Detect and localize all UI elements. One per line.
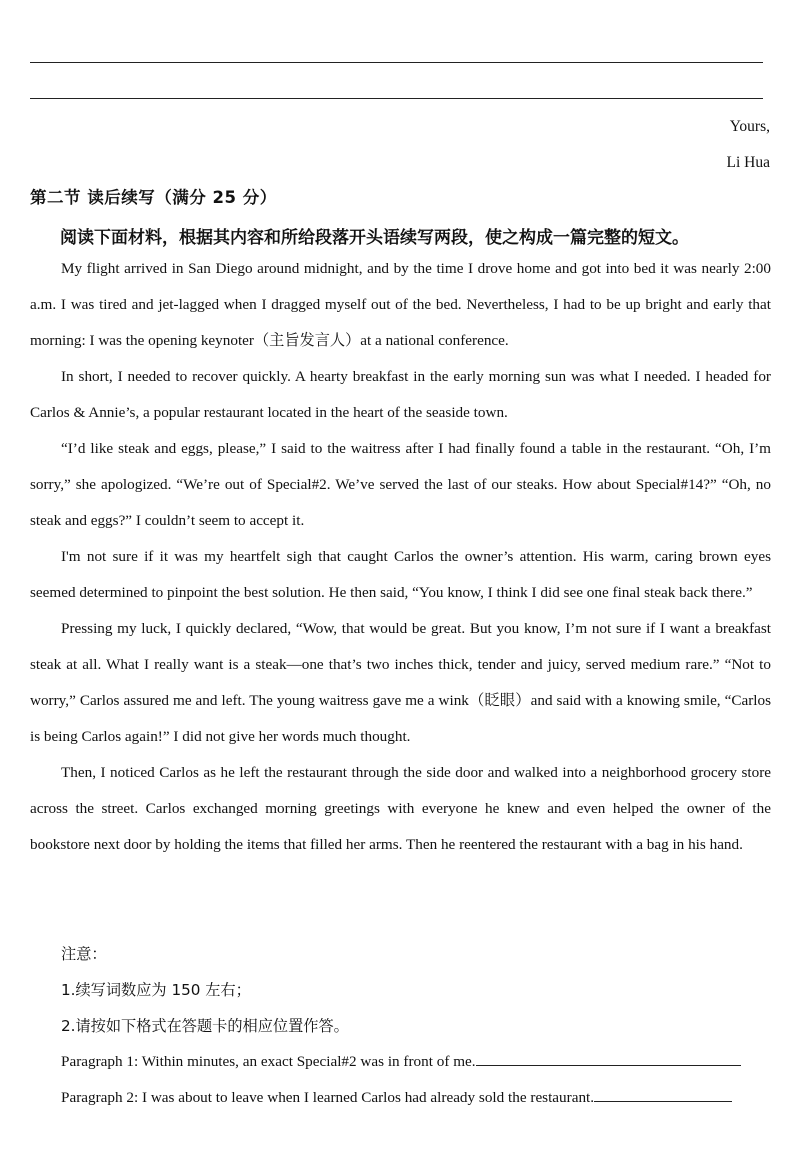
paragraph-1-prompt-row	[61, 1044, 781, 1080]
paragraph-2-prompt-row	[61, 1080, 781, 1116]
passage-paragraph-1: My flight arrived in San Diego around midnight, and by the time I drove home and got into bed it was nearly 2:00 a.m. I was tired and jet-lagged when I dragged myself out of the bed. Nevertheless, I had to be up bright and early that morning: I was the opening keynoter（主旨发言人）at a national conference.	[30, 260, 771, 349]
paragraph-2-prompt: Paragraph 2: I was about to leave when I learned Carlos had already sold the restaurant.	[61, 1089, 595, 1106]
section-instruction: 阅读下面材料，根据其内容和所给段落开头语续写两段，使之构成一篇完整的短文。	[60, 228, 689, 248]
reading-passage	[30, 251, 771, 863]
paragraph-1-answer-blank[interactable]	[476, 1051, 741, 1066]
section-title: 第二节 读后续写（满分 25 分）	[30, 188, 277, 207]
paragraph-2-answer-blank[interactable]	[594, 1087, 732, 1102]
letter-closing: Yours,	[729, 118, 770, 135]
paragraph-1-prompt: Paragraph 1: Within minutes, an exact Special#2 was in front of me.	[61, 1053, 476, 1070]
answer-line-2	[30, 98, 763, 99]
passage-paragraph-2: In short, I needed to recover quickly. A hearty breakfast in the early morning sun was what I needed. I headed for Carlos & Annie’s, a popular restaurant located in the heart of the seaside town.	[30, 368, 771, 421]
passage-paragraph-3: “I’d like steak and eggs, please,” I said to the waitress after I had finally found a table in the restaurant. “Oh, I’m sorry,” she apologized. “We’re out of Special#2. We’ve served the last of our steaks. How about Special#14?” “Oh, no steak and eggs?” I couldn’t seem to accept it.	[30, 440, 771, 529]
passage-paragraph-5: Pressing my luck, I quickly declared, “Wow, that would be great. But you know, I’m not sure if I want a breakfast steak at all. What I really want is a steak—one that’s two inches thick, tender and juicy, served medium rare.” “Not to worry,” Carlos assured me and left. The young waitress gave me a wink（眨眼）and said with a knowing smile, “Carlos is being Carlos again!” I did not give her words much thought.	[30, 620, 771, 745]
notes-heading: 注意：	[61, 945, 107, 963]
passage-paragraph-6: Then, I noticed Carlos as he left the restaurant through the side door and walked into a neighborhood grocery store across the street. Carlos exchanged morning greetings with everyone he knew and even helped the owner of the bookstore next door by holding the items that filled her arms. Then he reentered the restaurant with a bag in his hand.	[30, 764, 771, 853]
letter-signature: Li Hua	[726, 154, 770, 171]
notes-item-1: 1.续写词数应为 150 左右；	[61, 981, 251, 999]
notes-section	[61, 936, 781, 1116]
notes-item-2: 2.请按如下格式在答题卡的相应位置作答。	[61, 1017, 349, 1035]
passage-paragraph-4: I'm not sure if it was my heartfelt sigh that caught Carlos the owner’s attention. His warm, caring brown eyes seemed determined to pinpoint the best solution. He then said, “You know, I think I did see one final steak back there.”	[30, 548, 771, 601]
answer-line-1	[30, 62, 763, 63]
